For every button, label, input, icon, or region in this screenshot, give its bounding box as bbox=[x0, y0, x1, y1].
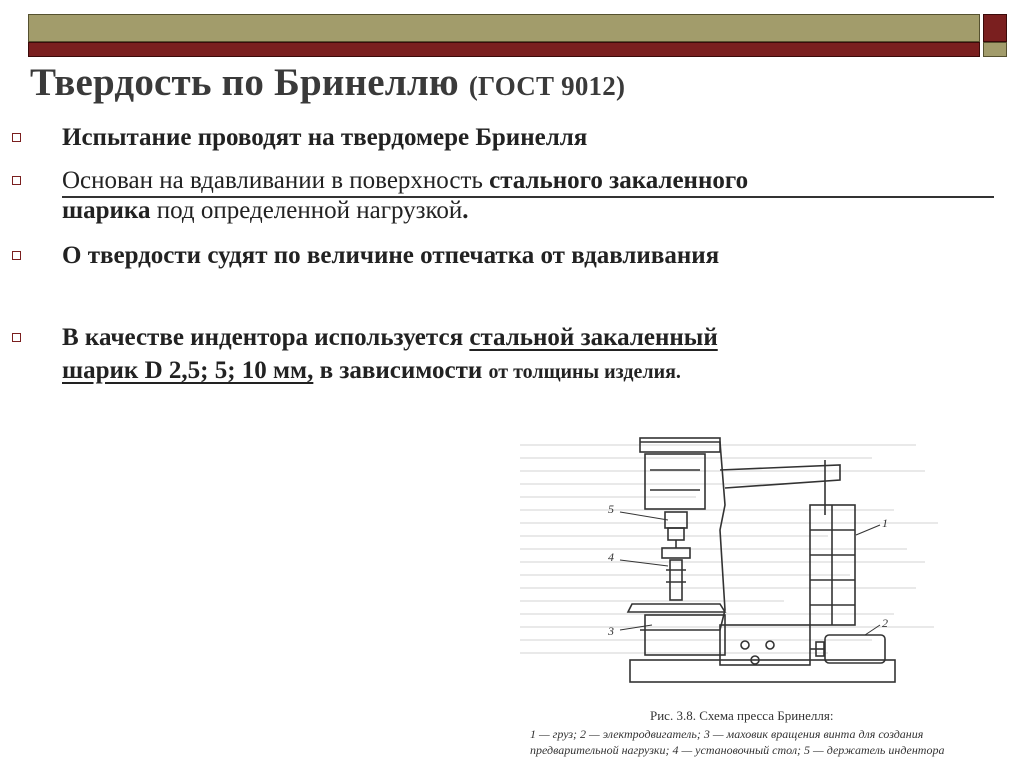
brinell-press-figure bbox=[520, 420, 1000, 760]
figure-callout-2: 2 bbox=[882, 616, 888, 630]
bullet-text-prefix: В качестве индентора используется bbox=[62, 324, 470, 351]
figure-callout-3: 3 bbox=[608, 624, 614, 638]
square-bullet-icon bbox=[12, 176, 21, 185]
figure-callout-4: 4 bbox=[608, 550, 614, 564]
figure-callout-1: 1 bbox=[882, 516, 888, 530]
title-gost: (ГОСТ 9012) bbox=[468, 71, 626, 101]
header-stripe bbox=[28, 42, 980, 57]
bullet-text-line1 bbox=[62, 322, 718, 353]
figure-legend: 1 — груз; 2 — электродвигатель; 3 — маховик вращения винта для создания предварительной нагрузки; 4 — установочный стол; 5 — держатель индентора bbox=[530, 727, 945, 757]
bullet-text-small: от толщины изделия. bbox=[488, 361, 681, 383]
bullet-text-bold: стального закаленного bbox=[489, 167, 749, 194]
underline-rule bbox=[62, 196, 994, 198]
bullet-text-line2 bbox=[62, 355, 681, 388]
bullet-text-underlined: стальной закаленный bbox=[469, 324, 718, 351]
square-bullet-icon bbox=[12, 251, 21, 260]
bullet-text: О твердости судят по величине отпечатка от вдавливания bbox=[62, 242, 720, 269]
bullet-text-suffix: под определенной нагрузкой bbox=[150, 197, 463, 224]
bullet-text: Испытание проводят на твердомере Бринелля bbox=[62, 124, 588, 151]
figure-callout-5: 5 bbox=[608, 502, 614, 516]
bullet-text-underlined: шарик D 2,5; 5; 10 мм, bbox=[62, 357, 314, 384]
header-corner-square-lower bbox=[983, 42, 1007, 57]
bullet-text-prefix: Основан на вдавливании в поверхность bbox=[62, 167, 490, 194]
bullet-text-line2 bbox=[62, 195, 469, 226]
square-bullet-icon bbox=[12, 333, 21, 342]
bullet-text-dot: . bbox=[462, 197, 469, 224]
figure-caption: Рис. 3.8. Схема пресса Бринелля: bbox=[650, 708, 834, 723]
bullet-text-bold: шарика bbox=[62, 197, 151, 224]
header-corner-square bbox=[983, 14, 1007, 42]
header-band bbox=[28, 14, 980, 42]
bullet-text-line1 bbox=[62, 165, 748, 196]
brinell-press-drawing bbox=[520, 420, 1000, 710]
title-main: Твердость по Бринеллю bbox=[30, 61, 469, 104]
slide-title bbox=[30, 60, 625, 105]
square-bullet-icon bbox=[12, 133, 21, 142]
bullet-text-middle: в зависимости bbox=[313, 357, 489, 384]
